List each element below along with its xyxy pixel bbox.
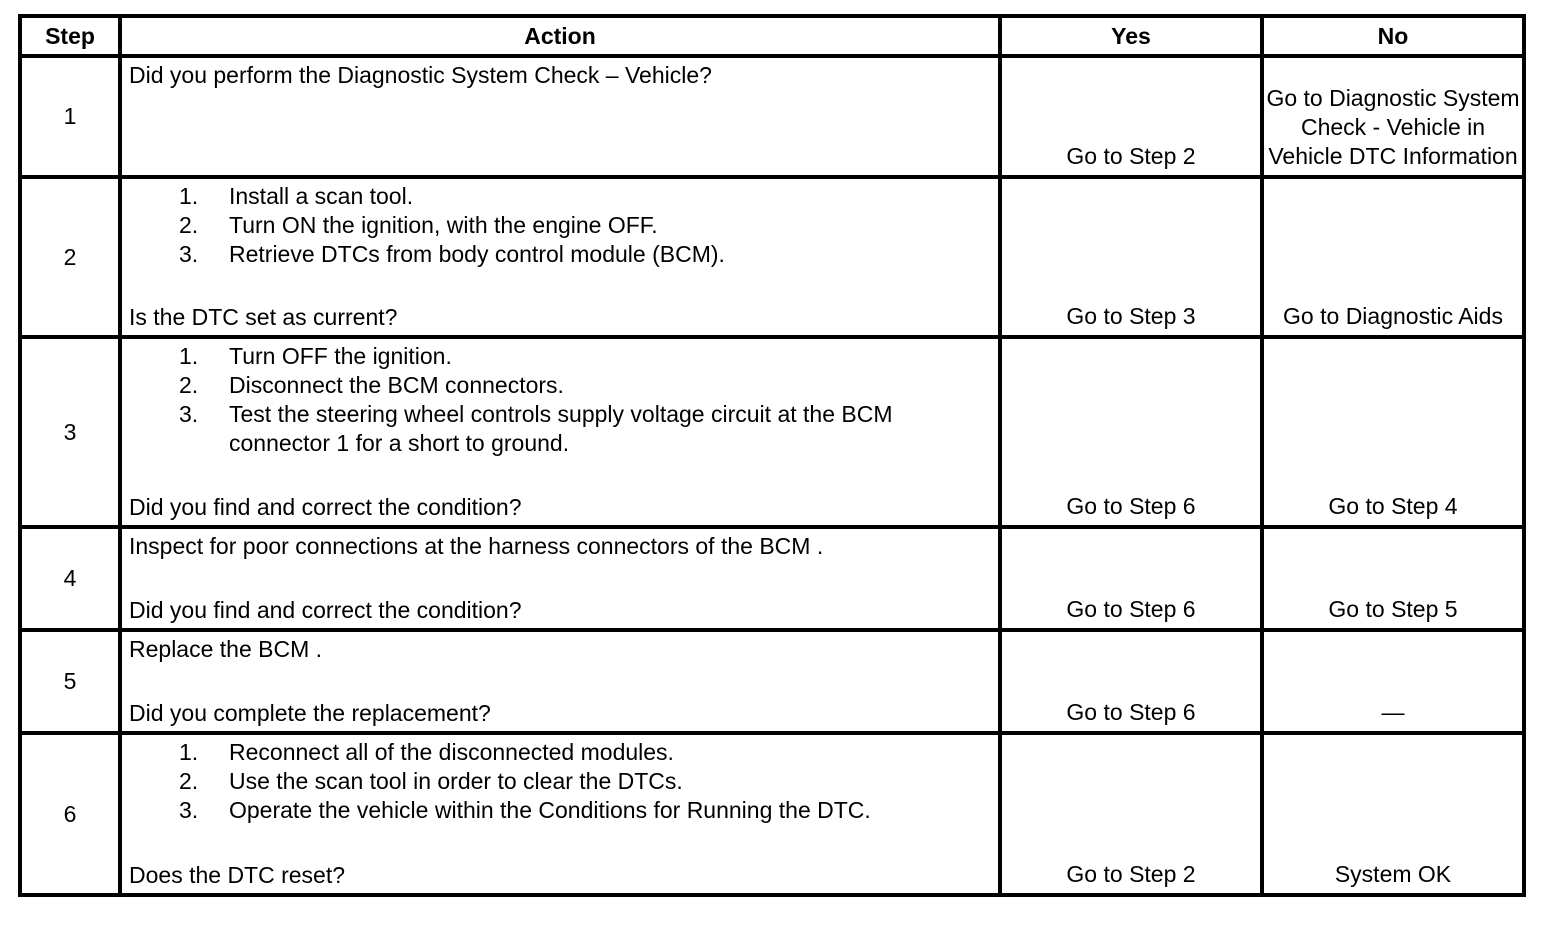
action-steps-list [129, 342, 992, 458]
yes-result: Go to Step 2 [1000, 733, 1262, 895]
action-steps-list [129, 738, 992, 825]
action-step-number: 2. [179, 768, 199, 794]
action-question: Did you find and correct the condition? [129, 494, 522, 520]
action-cell [120, 527, 1000, 630]
no-result: — [1262, 630, 1524, 733]
no-result: System OK [1262, 733, 1524, 895]
action-question: Did you complete the replacement? [129, 700, 491, 726]
action-intro: Did you perform the Diagnostic System Check – Vehicle? [129, 62, 712, 88]
action-step [179, 796, 992, 825]
header-action: Action [120, 16, 1000, 56]
header-no: No [1262, 16, 1524, 56]
action-cell [120, 337, 1000, 527]
action-cell [120, 733, 1000, 895]
step-number: 2 [20, 177, 120, 337]
action-step [179, 240, 992, 269]
action-step-text: Turn ON the ignition, with the engine OFF. [229, 212, 658, 238]
action-steps-list [129, 182, 992, 269]
action-step [179, 371, 992, 400]
step-number: 1 [20, 56, 120, 177]
step-number: 5 [20, 630, 120, 733]
action-step-number: 2. [179, 212, 199, 238]
action-cell [120, 56, 1000, 177]
table-row [20, 630, 1524, 733]
action-step-number: 1. [179, 183, 199, 209]
action-step [179, 182, 992, 211]
yes-result: Go to Step 3 [1000, 177, 1262, 337]
action-step-text: Turn OFF the ignition. [229, 343, 452, 369]
action-step [179, 211, 992, 240]
action-question: Did you find and correct the condition? [129, 597, 522, 623]
action-intro: Inspect for poor connections at the harness connectors of the BCM . [129, 533, 824, 559]
no-result: Go to Step 5 [1262, 527, 1524, 630]
action-step-text: Test the steering wheel controls supply voltage circuit at the BCM connector 1 for a short to ground. [229, 401, 893, 456]
action-step [179, 738, 992, 767]
action-step-number: 3. [179, 241, 199, 267]
action-step-number: 3. [179, 797, 199, 823]
table-row [20, 733, 1524, 895]
action-step-text: Install a scan tool. [229, 183, 414, 209]
action-step-number: 2. [179, 372, 199, 398]
step-number: 3 [20, 337, 120, 527]
yes-result: Go to Step 6 [1000, 630, 1262, 733]
table-row [20, 56, 1524, 177]
no-result: Go to Diagnostic System Check - Vehicle in Vehicle DTC Information [1262, 56, 1524, 177]
table-row [20, 337, 1524, 527]
action-step-number: 1. [179, 739, 199, 765]
action-step [179, 767, 992, 796]
action-step-text: Disconnect the BCM connectors. [229, 372, 564, 398]
yes-result: Go to Step 6 [1000, 527, 1262, 630]
action-intro: Replace the BCM . [129, 636, 323, 662]
step-number: 6 [20, 733, 120, 895]
header-yes: Yes [1000, 16, 1262, 56]
yes-result: Go to Step 6 [1000, 337, 1262, 527]
header-row [20, 16, 1524, 56]
diagnostic-table [18, 14, 1526, 897]
action-step-number: 1. [179, 343, 199, 369]
step-number: 4 [20, 527, 120, 630]
action-step-number: 3. [179, 401, 199, 427]
action-step [179, 342, 992, 371]
header-step: Step [20, 16, 120, 56]
action-step-text: Retrieve DTCs from body control module (BCM). [229, 241, 725, 267]
action-cell [120, 177, 1000, 337]
no-result: Go to Step 4 [1262, 337, 1524, 527]
action-step-text: Use the scan tool in order to clear the DTCs. [229, 768, 683, 794]
action-step [179, 400, 992, 458]
table-row [20, 527, 1524, 630]
action-question: Does the DTC reset? [129, 862, 346, 888]
action-step-text: Reconnect all of the disconnected modules. [229, 739, 674, 765]
action-step-text: Operate the vehicle within the Conditions for Running the DTC. [229, 797, 871, 823]
yes-result: Go to Step 2 [1000, 56, 1262, 177]
table-row [20, 177, 1524, 337]
no-result: Go to Diagnostic Aids [1262, 177, 1524, 337]
action-cell [120, 630, 1000, 733]
action-question: Is the DTC set as current? [129, 304, 398, 330]
